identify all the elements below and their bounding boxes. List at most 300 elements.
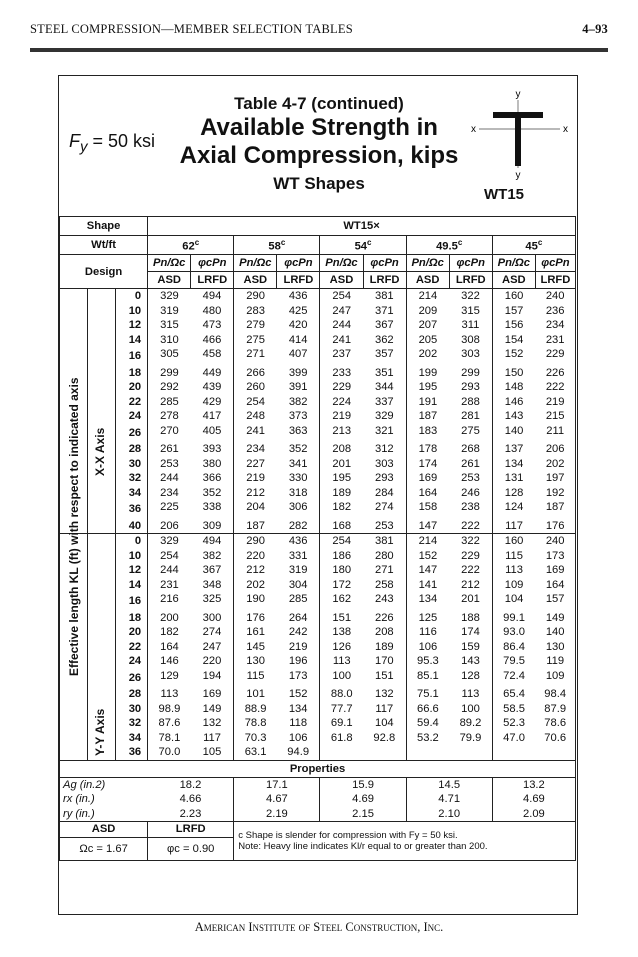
strength-value: 69.1 (330, 717, 353, 730)
table-row (60, 471, 576, 486)
strength-value: 329 (160, 535, 179, 548)
strength-value: 93.0 (503, 626, 525, 639)
weight-value: 49.5 (436, 240, 458, 253)
strength-value: 162 (332, 593, 352, 606)
strength-value: 224 (332, 395, 352, 408)
strength-value: 164 (160, 640, 179, 653)
strength-value: 212 (246, 564, 265, 577)
property-value: 4.67 (234, 792, 320, 807)
asd-label: ASD (60, 822, 148, 838)
strength-value: 199 (418, 366, 438, 379)
strength-value: 253 (363, 519, 406, 534)
strength-value: 87.9 (535, 702, 575, 717)
strength-value: 380 (191, 457, 234, 472)
strength-value: 270 (160, 424, 179, 437)
strength-value: 216 (160, 593, 179, 606)
omega-value: Ωc = 1.67 (60, 837, 148, 860)
x-axis-right-label: x (563, 124, 568, 135)
strength-value: 134 (418, 593, 438, 606)
table-row (60, 563, 576, 578)
strength-value: 381 (363, 534, 406, 549)
strength-value: 226 (363, 611, 406, 626)
strength-value: 352 (277, 442, 320, 457)
strength-value: 147 (418, 564, 438, 577)
strength-value: 172 (332, 578, 352, 591)
column-header-top: φcPn (449, 255, 492, 272)
table-row (60, 534, 576, 549)
property-value: 2.23 (148, 807, 234, 822)
property-label: ry (in.) (60, 807, 148, 822)
kl-value: 14 (116, 578, 148, 593)
strength-value: 310 (160, 333, 179, 346)
fy-symbol: F (69, 131, 80, 151)
strength-value: 271 (246, 348, 265, 361)
kl-value: 20 (116, 380, 148, 395)
strength-value: 152 (277, 687, 320, 702)
header-rule (30, 48, 608, 52)
strength-value (535, 745, 575, 760)
weight-header (234, 236, 320, 255)
strength-value: 152 (418, 549, 438, 562)
strength-value: 178 (418, 443, 438, 456)
strength-value: 126 (332, 640, 352, 653)
strength-value: 285 (277, 592, 320, 611)
strength-value: 88.0 (330, 688, 353, 701)
strength-value: 341 (277, 457, 320, 472)
footnote-slender: c Shape is slender for compression with Fy = 50 ksi. (238, 829, 458, 841)
strength-value (320, 745, 363, 760)
strength-value: 176 (535, 519, 575, 534)
fy-subscript: y (80, 138, 88, 156)
strength-value: 201 (332, 457, 352, 470)
strength-value: 244 (332, 319, 352, 332)
strength-value: 200 (160, 611, 179, 624)
strength-value: 274 (191, 625, 234, 640)
strength-value: 66.6 (417, 702, 439, 715)
strength-value: 147 (418, 519, 438, 532)
strength-value: 292 (160, 381, 179, 394)
strength-value: 240 (535, 289, 575, 304)
table-row (60, 578, 576, 593)
strength-value: 229 (449, 549, 492, 564)
strength-value: 236 (535, 304, 575, 319)
strength-value: 205 (418, 333, 438, 346)
column-header-bottom: ASD (234, 272, 277, 289)
table-row (60, 366, 576, 381)
strength-value: 212 (246, 486, 265, 499)
strength-value: 381 (363, 289, 406, 304)
property-value: 2.19 (234, 807, 320, 822)
strength-value: 248 (246, 410, 265, 423)
yy-axis-label: Y-Y Axis (93, 708, 107, 756)
strength-value: 176 (246, 611, 265, 624)
strength-value: 78.8 (244, 717, 267, 730)
kl-value: 32 (116, 471, 148, 486)
strength-value (492, 745, 535, 760)
strength-value: 109 (504, 578, 524, 591)
strength-value: 234 (160, 486, 179, 499)
strength-value: 161 (246, 626, 265, 639)
strength-value: 211 (535, 424, 575, 443)
kl-value: 22 (116, 640, 148, 655)
table-header (59, 76, 576, 216)
slender-mark: c (280, 237, 286, 247)
strength-value: 182 (160, 626, 179, 639)
strength-value: 288 (449, 395, 492, 410)
strength-value: 130 (246, 655, 265, 668)
strength-value: 201 (449, 592, 492, 611)
strength-value: 128 (449, 669, 492, 688)
strength-value: 306 (277, 500, 320, 519)
strength-value: 101 (246, 688, 265, 701)
table-row (60, 611, 576, 626)
column-header-top: Pn/Ωc (492, 255, 535, 272)
strength-value: 115 (505, 549, 523, 562)
strength-value: 242 (277, 625, 320, 640)
strength-value: 241 (246, 424, 265, 437)
strength-value: 113 (449, 687, 492, 702)
strength-value: 99.1 (503, 611, 525, 624)
strength-value: 281 (449, 409, 492, 424)
property-value: 17.1 (234, 777, 320, 792)
strength-value: 132 (363, 687, 406, 702)
kl-value: 16 (116, 347, 148, 366)
table-row (60, 318, 576, 333)
strength-value: 319 (160, 304, 179, 317)
kl-value: 30 (116, 457, 148, 472)
strength-value: 254 (332, 290, 352, 303)
strength-value: 208 (332, 443, 352, 456)
strength-value: 192 (535, 486, 575, 501)
strength-value: 258 (363, 578, 406, 593)
strength-value: 189 (363, 640, 406, 655)
strength-value: 436 (277, 289, 320, 304)
strength-value: 382 (277, 395, 320, 410)
strength-value: 173 (277, 669, 320, 688)
strength-value: 300 (191, 611, 234, 626)
strength-value: 246 (449, 486, 492, 501)
kl-value: 36 (116, 745, 148, 760)
xx-axis-spacer (88, 289, 116, 534)
strength-value: 371 (363, 304, 406, 319)
strength-value: 132 (191, 716, 234, 731)
strength-value: 116 (418, 626, 437, 639)
strength-value: 233 (332, 366, 352, 379)
strength-value: 168 (332, 519, 352, 532)
table-row (60, 424, 576, 443)
strength-value: 89.2 (449, 716, 492, 731)
strength-value: 439 (191, 380, 234, 395)
strength-value: 170 (363, 654, 406, 669)
strength-value: 247 (332, 304, 352, 317)
running-head-title: STEEL COMPRESSION—MEMBER SELECTION TABLES (30, 22, 353, 36)
wtft-label: Wt/ft (60, 236, 148, 255)
weight-value: 58 (268, 240, 281, 253)
strength-value: 227 (246, 457, 265, 470)
table-row (60, 486, 576, 501)
strength-value: 174 (449, 625, 492, 640)
strength-value: 70.6 (535, 731, 575, 746)
strength-value: 338 (191, 500, 234, 519)
strength-value: 214 (418, 535, 438, 548)
strength-value: 290 (246, 290, 265, 303)
kl-value: 26 (116, 669, 148, 688)
strength-value: 77.7 (330, 702, 353, 715)
strength-value: 195 (418, 381, 438, 394)
strength-value: 206 (535, 442, 575, 457)
weight-header (320, 236, 406, 255)
strength-value: 275 (246, 333, 265, 346)
slender-mark: c (194, 237, 200, 247)
strength-value: 305 (160, 348, 179, 361)
strength-value: 285 (160, 395, 179, 408)
table-row (60, 347, 576, 366)
table-frame (58, 75, 578, 915)
strength-value: 78.6 (535, 716, 575, 731)
property-value: 2.15 (320, 807, 406, 822)
table-row (60, 442, 576, 457)
kl-value: 24 (116, 409, 148, 424)
column-header-bottom: ASD (406, 272, 449, 289)
slender-mark: c (537, 237, 543, 247)
strength-value: 92.8 (363, 731, 406, 746)
strength-value: 351 (363, 366, 406, 381)
title-line-1: Available Strength in (200, 114, 438, 141)
strength-value: 382 (191, 549, 234, 564)
column-header-bottom: LRFD (191, 272, 234, 289)
property-label: Ag (in.2) (60, 777, 148, 792)
strength-value: 188 (449, 611, 492, 626)
strength-value: 266 (246, 366, 265, 379)
strength-value: 85.1 (417, 669, 439, 682)
table-row (60, 625, 576, 640)
strength-value: 241 (332, 333, 352, 346)
strength-value: 59.4 (417, 717, 439, 730)
strength-value: 214 (418, 290, 438, 303)
strength-value: 229 (535, 347, 575, 366)
strength-value: 190 (246, 593, 265, 606)
strength-value: 149 (191, 702, 234, 717)
strength-value: 229 (332, 381, 352, 394)
table-row (60, 519, 576, 534)
lrfd-label: LRFD (148, 822, 234, 838)
shape-designation: WT15 (484, 186, 525, 203)
strength-value: 208 (363, 625, 406, 640)
strength-value: 95.3 (417, 655, 439, 668)
strength-value: 134 (277, 702, 320, 717)
strength-value: 279 (246, 319, 265, 332)
yy-axis-rows (60, 534, 576, 761)
strength-value: 100 (449, 702, 492, 717)
strength-value: 180 (332, 564, 352, 577)
strength-value: 183 (418, 424, 438, 437)
table-row (60, 640, 576, 655)
strength-value: 79.9 (449, 731, 492, 746)
kl-value: 32 (116, 716, 148, 731)
column-header-top: Pn/Ωc (148, 255, 191, 272)
strength-value: 206 (160, 519, 179, 532)
column-header-top: Pn/Ωc (406, 255, 449, 272)
strength-value: 141 (418, 578, 438, 591)
weight-header (492, 236, 575, 255)
strength-value: 293 (363, 471, 406, 486)
strength-value: 70.0 (158, 746, 181, 759)
strength-value: 247 (191, 640, 234, 655)
strength-value: 213 (332, 424, 352, 437)
kl-value: 12 (116, 563, 148, 578)
strength-value: 150 (504, 366, 524, 379)
strength-value: 65.4 (503, 688, 525, 701)
strength-value: 202 (535, 457, 575, 472)
property-value: 2.09 (492, 807, 575, 822)
strength-value: 282 (277, 519, 320, 534)
column-header-bottom: LRFD (363, 272, 406, 289)
strength-value: 130 (535, 640, 575, 655)
slender-mark: c (367, 237, 372, 247)
property-value: 15.9 (320, 777, 406, 792)
kl-value: 36 (116, 500, 148, 519)
strength-value: 157 (535, 592, 575, 611)
strength-value: 149 (535, 611, 575, 626)
strength-value: 299 (160, 366, 179, 379)
strength-value: 124 (504, 501, 524, 514)
strength-value: 169 (418, 472, 438, 485)
kl-value: 20 (116, 625, 148, 640)
strength-value: 290 (246, 535, 265, 548)
property-value: 13.2 (492, 777, 575, 792)
kl-value: 18 (116, 611, 148, 626)
strength-value: 414 (277, 333, 320, 348)
property-value: 4.69 (320, 792, 406, 807)
strength-value: 425 (277, 304, 320, 319)
weight-value: 45 (525, 240, 538, 253)
properties-heading: Properties (60, 760, 576, 777)
strength-value: 311 (449, 318, 492, 333)
strength-value: 329 (160, 290, 179, 303)
kl-value: 14 (116, 333, 148, 348)
strength-value: 128 (504, 486, 524, 499)
strength-value: 209 (418, 304, 438, 317)
kl-value: 34 (116, 731, 148, 746)
axis-side-label: Effective length KL (ft) with respect to indicated axis (67, 377, 81, 676)
weight-value: 62 (182, 240, 195, 253)
strength-value: 254 (332, 535, 352, 548)
weight-header (406, 236, 492, 255)
strength-value: 194 (191, 669, 234, 688)
strength-value: 268 (449, 442, 492, 457)
strength-value: 357 (363, 347, 406, 366)
property-value: 14.5 (406, 777, 492, 792)
strength-value: 260 (246, 381, 265, 394)
table-row (60, 669, 576, 688)
strength-value: 117 (505, 519, 523, 532)
strength-value: 309 (191, 519, 234, 534)
strength-value: 254 (160, 549, 179, 562)
kl-value: 12 (116, 318, 148, 333)
strength-value: 225 (160, 501, 179, 514)
strength-value: 186 (332, 549, 352, 562)
strength-value: 238 (449, 500, 492, 519)
slender-mark: c (457, 237, 463, 247)
page-number: 4–93 (582, 22, 608, 36)
strength-value: 219 (535, 395, 575, 410)
strength-value: 473 (191, 318, 234, 333)
strength-value (406, 745, 449, 760)
strength-value: 331 (277, 549, 320, 564)
strength-value: 104 (363, 716, 406, 731)
strength-value: 125 (418, 611, 438, 624)
strength-value: 140 (504, 424, 524, 437)
column-header-top: Pn/Ωc (234, 255, 277, 272)
shape-value: WT15× (148, 217, 576, 236)
strength-value: 212 (449, 578, 492, 593)
strength-value: 100 (332, 669, 352, 682)
strength-value: 219 (246, 472, 265, 485)
strength-value: 47.0 (503, 731, 525, 744)
strength-value: 140 (535, 625, 575, 640)
strength-value: 151 (363, 669, 406, 688)
kl-value: 10 (116, 549, 148, 564)
strength-value: 458 (191, 347, 234, 366)
property-row (60, 777, 576, 792)
kl-value: 18 (116, 366, 148, 381)
strength-value: 348 (191, 578, 234, 593)
strength-value: 303 (363, 457, 406, 472)
strength-value: 187 (535, 500, 575, 519)
strength-value: 104 (504, 593, 524, 606)
strength-value: 146 (160, 655, 179, 668)
strength-value: 367 (363, 318, 406, 333)
table-row (60, 745, 576, 760)
strength-value: 319 (277, 563, 320, 578)
column-header-top: φcPn (535, 255, 575, 272)
strength-value: 322 (449, 289, 492, 304)
strength-value: 261 (160, 443, 179, 456)
strength-value: 196 (277, 654, 320, 669)
strength-value: 78.1 (158, 731, 181, 744)
table-row (60, 289, 576, 304)
strength-value: 449 (191, 366, 234, 381)
strength-value: 58.5 (503, 702, 525, 715)
strength-value: 105 (191, 745, 234, 760)
strength-value: 109 (535, 669, 575, 688)
strength-value: 304 (277, 578, 320, 593)
strength-value: 240 (535, 534, 575, 549)
strength-value: 222 (535, 380, 575, 395)
strength-value: 146 (504, 395, 524, 408)
strength-value: 231 (535, 333, 575, 348)
strength-value: 261 (449, 457, 492, 472)
strength-value: 399 (277, 366, 320, 381)
strength-value: 275 (449, 424, 492, 443)
y-axis-bottom-label: y (515, 170, 521, 181)
strength-value: 164 (418, 486, 438, 499)
strength-value: 330 (277, 471, 320, 486)
kl-value: 10 (116, 304, 148, 319)
strength-value: 115 (246, 669, 265, 682)
design-label: Design (60, 255, 148, 289)
weight-value: 54 (354, 240, 368, 253)
strength-value: 373 (277, 409, 320, 424)
page-footer (0, 920, 638, 935)
table-row (60, 654, 576, 669)
strength-value: 244 (160, 564, 179, 577)
strength-value: 494 (191, 289, 234, 304)
column-header-bottom: ASD (148, 272, 191, 289)
strength-value: 191 (418, 395, 438, 408)
strength-value: 113 (160, 688, 179, 701)
title-line-2: Axial Compression, kips (179, 142, 459, 169)
